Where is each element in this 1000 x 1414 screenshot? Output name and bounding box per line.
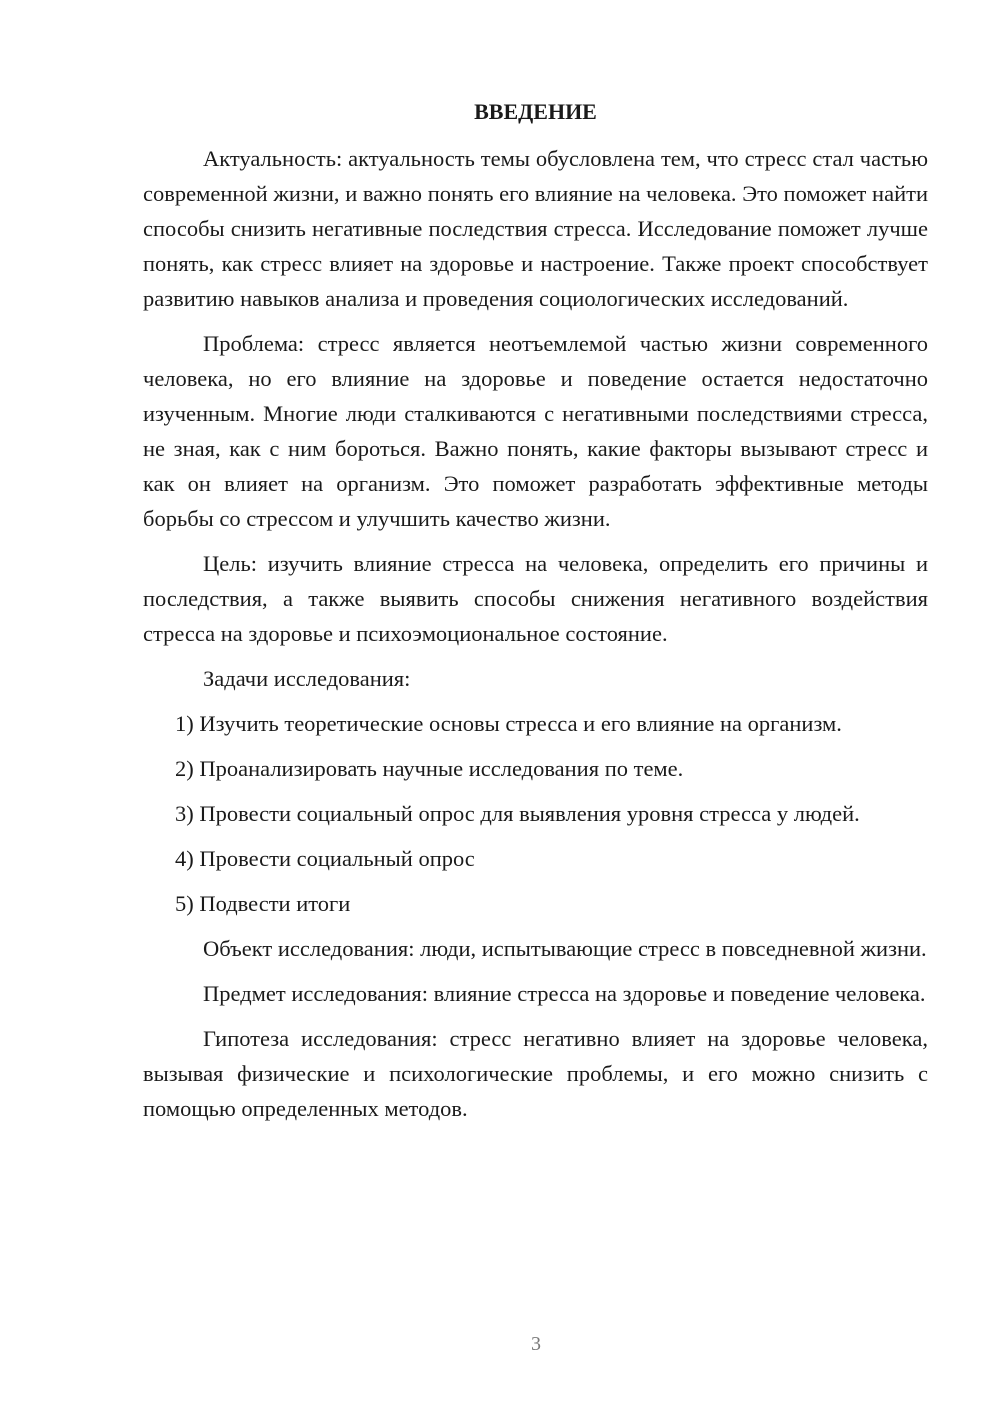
list-item: 4) Провести социальный опрос xyxy=(175,846,475,871)
paragraph-subject: Предмет исследования: влияние стресса на здоровье и поведение человека. xyxy=(203,981,926,1006)
tasks-heading: Задачи исследования: xyxy=(203,666,411,691)
page-number: 3 xyxy=(531,1333,541,1355)
tasks-list xyxy=(143,706,928,921)
paragraph-goal: Цель: изучить влияние стресса на человека, определить его причины и последствия, а также выявить способы снижения негативного воздействия стресса на здоровье и психоэмоциональное состояние. xyxy=(143,551,928,646)
paragraph-hypothesis: Гипотеза исследования: стресс негативно влияет на здоровье человека, вызывая физические и психологические проблемы, и его можно снизить с помощью определенных методов. xyxy=(143,1026,928,1121)
paragraph-problem: Проблема: стресс является неотъемлемой частью жизни современного человека, но его влияние на здоровье и поведение остается недостаточно изученным. Многие люди сталкиваются с негативными последствиями стресса, не зная, как с ним бороться. Важно понять, какие факторы вызывают стресс и как он влияет на организм. Это поможет разработать эффективные методы борьбы со стрессом и улучшить качество жизни. xyxy=(143,331,928,531)
list-item: 3) Провести социальный опрос для выявления уровня стресса у людей. xyxy=(175,801,860,826)
list-item: 5) Подвести итоги xyxy=(175,891,351,916)
list-item: 2) Проанализировать научные исследования по теме. xyxy=(175,756,684,781)
page-content xyxy=(143,94,928,1136)
paragraph-relevance: Актуальность: актуальность темы обусловлена тем, что стресс стал частью современной жизни, и важно понять его влияние на человека. Это поможет найти способы снизить негативные последствия стресса. Исследование поможет лучше понять, как стресс влияет на здоровье и настроение. Также проект способствует развитию навыков анализа и проведения социологических исследований. xyxy=(143,146,928,311)
paragraph-object: Объект исследования: люди, испытывающие стресс в повседневной жизни. xyxy=(203,936,927,961)
list-item: 1) Изучить теоретические основы стресса и его влияние на организм. xyxy=(175,711,842,736)
page-title: ВВЕДЕНИЕ xyxy=(474,99,597,124)
